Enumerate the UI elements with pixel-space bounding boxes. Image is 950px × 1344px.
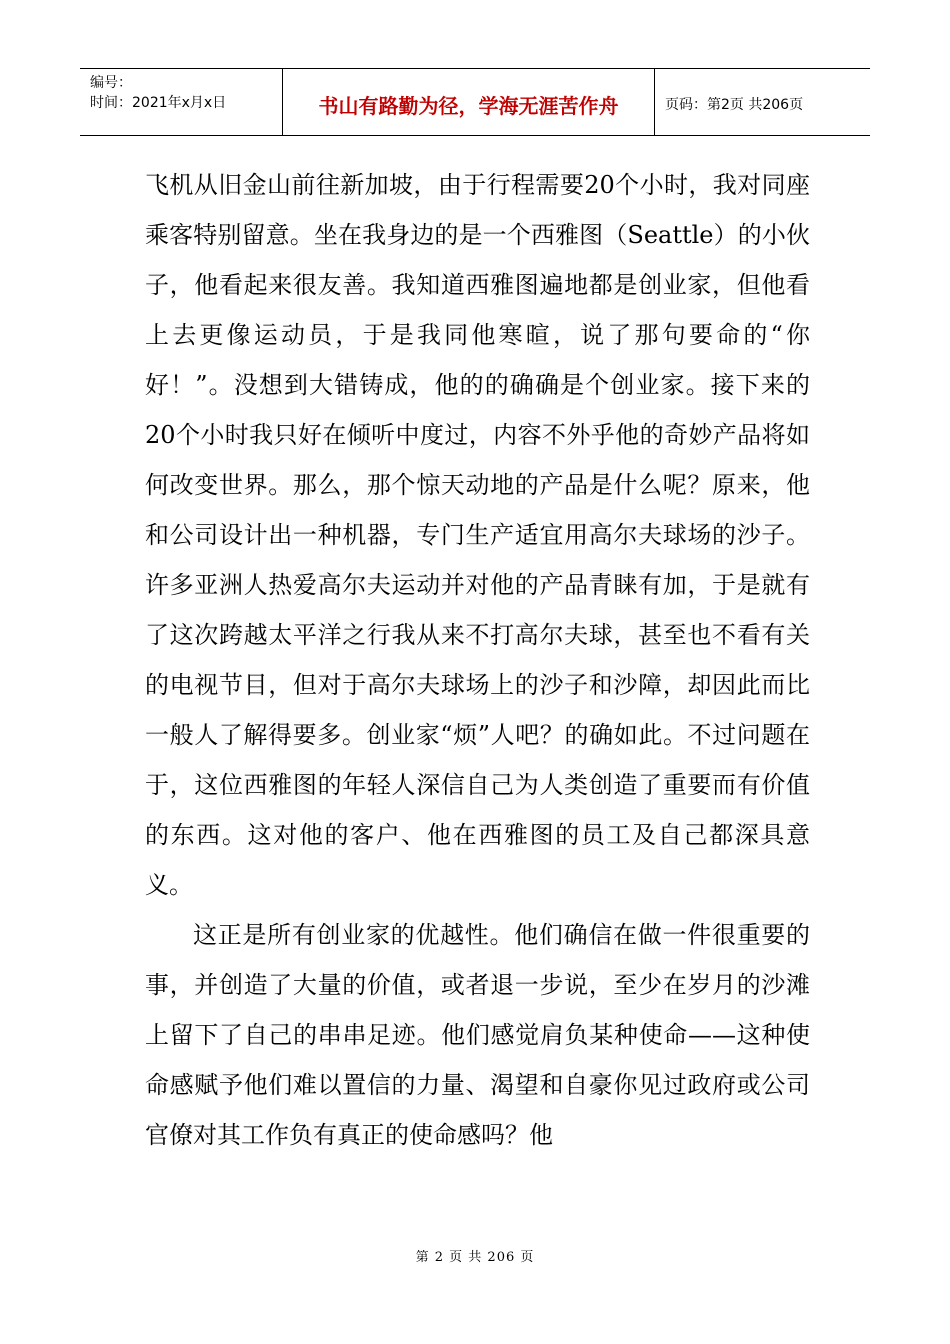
- date-label: 时间：2021年x月x日: [90, 95, 227, 111]
- header-page-info: 页码：第2页 共206页: [665, 97, 804, 113]
- document-body: [145, 160, 810, 1160]
- paragraph-1: 飞机从旧金山前往新加坡，由于行程需要20个小时，我对同座乘客特别留意。坐在我身边的是一个西雅图（Seattle）的小伙子，他看起来很友善。我知道西雅图遍地都是创业家，但他看上去更像运动员，于是我同他寒暄，说了那句要命的“你好！”。没想到大错铸成，他的的确确是个创业家。接下来的20个小时我只好在倾听中度过，内容不外乎他的奇妙产品将如何改变世界。那么，那个惊天动地的产品是什么呢？原来，他和公司设计出一种机器，专门生产适宜用高尔夫球场的沙子。许多亚洲人热爱高尔夫运动并对他的产品青睐有加，于是就有了这次跨越太平洋之行我从来不打高尔夫球，甚至也不看有关的电视节目，但对于高尔夫球场上的沙子和沙障，却因此而比一般人了解得要多。创业家“烦”人吧？的确如此。不过问题在于，这位西雅图的年轻人深信自己为人类创造了重要而有价值的东西。这对他的客户、他在西雅图的员工及自己都深具意义。: [145, 171, 810, 899]
- serial-number-label: 编号：: [90, 75, 132, 91]
- header-meta: [80, 69, 283, 135]
- header-motto: 书山有路勤为径，学海无涯苦作舟: [283, 69, 655, 135]
- page-footer: 第 2 页 共 206 页: [415, 1250, 535, 1265]
- paragraph-2: 这正是所有创业家的优越性。他们确信在做一件很重要的事，并创造了大量的价值，或者退一步说，至少在岁月的沙滩上留下了自己的串串足迹。他们感觉肩负某种使命——这种使命感赋予他们难以置信的力量、渴望和自豪你见过政府或公司官僚对其工作负有真正的使命感吗？他: [145, 921, 810, 1149]
- page-header: [80, 68, 870, 136]
